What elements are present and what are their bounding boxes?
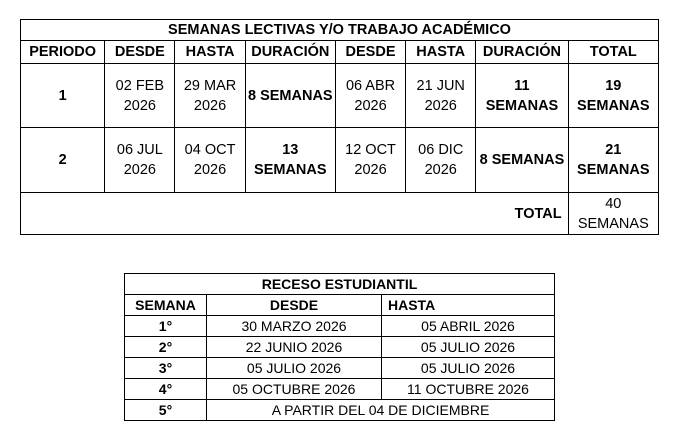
total-cell: 19 SEMANAS [568,64,658,128]
desde-cell: 05 OCTUBRE 2026 [207,379,382,400]
desde-cell: 22 JUNIO 2026 [207,337,382,358]
table-row [125,400,555,421]
header-desde: DESDE [207,295,382,316]
hasta-cell: 21 JUN 2026 [406,64,476,128]
header-duracion-2: DURACIÓN [476,41,568,64]
header-duracion-1: DURACIÓN [245,41,335,64]
semana-cell: 1° [125,316,207,337]
hasta-cell: 06 DIC 2026 [406,128,476,193]
hasta-cell: 11 OCTUBRE 2026 [382,379,555,400]
semanas-title: SEMANAS LECTIVAS Y/O TRABAJO ACADÉMICO [21,20,659,41]
desde-cell: 30 MARZO 2026 [207,316,382,337]
total-cell: 21 SEMANAS [568,128,658,193]
receso-title: RECESO ESTUDIANTIL [125,274,555,295]
periodo-cell: 2 [21,128,105,193]
duracion-cell: 8 SEMANAS [245,64,335,128]
semanas-lectivas-table [20,19,659,235]
desde-cell: 02 FEB 2026 [105,64,175,128]
duracion-cell: 8 SEMANAS [476,128,568,193]
header-hasta-1: HASTA [175,41,245,64]
hasta-cell: 05 JULIO 2026 [382,337,555,358]
desde-cell: 05 JULIO 2026 [207,358,382,379]
header-hasta-2: HASTA [406,41,476,64]
semana-cell: 2° [125,337,207,358]
hasta-cell: 05 JULIO 2026 [382,358,555,379]
table-row [125,379,555,400]
grand-total-value: 40 SEMANAS [568,193,658,235]
periodo-cell: 1 [21,64,105,128]
duracion-cell: 11 SEMANAS [476,64,568,128]
table-row [125,358,555,379]
header-desde-1: DESDE [105,41,175,64]
semana-cell: 5° [125,400,207,421]
header-desde-2: DESDE [335,41,405,64]
desde-cell: 06 ABR 2026 [335,64,405,128]
semana-cell: 3° [125,358,207,379]
hasta-cell: 29 MAR 2026 [175,64,245,128]
header-hasta: HASTA [382,295,555,316]
hasta-cell: 05 ABRIL 2026 [382,316,555,337]
header-total: TOTAL [568,41,658,64]
table-row [21,64,659,128]
receso-estudiantil-table [124,273,555,421]
table-row [125,337,555,358]
semana-cell: 4° [125,379,207,400]
desde-cell: 12 OCT 2026 [335,128,405,193]
duracion-cell: 13 SEMANAS [245,128,335,193]
grand-total-label: TOTAL [21,193,569,235]
table-row [21,128,659,193]
header-semana: SEMANA [125,295,207,316]
table-row [125,316,555,337]
a-partir-cell: A PARTIR DEL 04 DE DICIEMBRE [207,400,555,421]
hasta-cell: 04 OCT 2026 [175,128,245,193]
desde-cell: 06 JUL 2026 [105,128,175,193]
header-periodo: PERIODO [21,41,105,64]
